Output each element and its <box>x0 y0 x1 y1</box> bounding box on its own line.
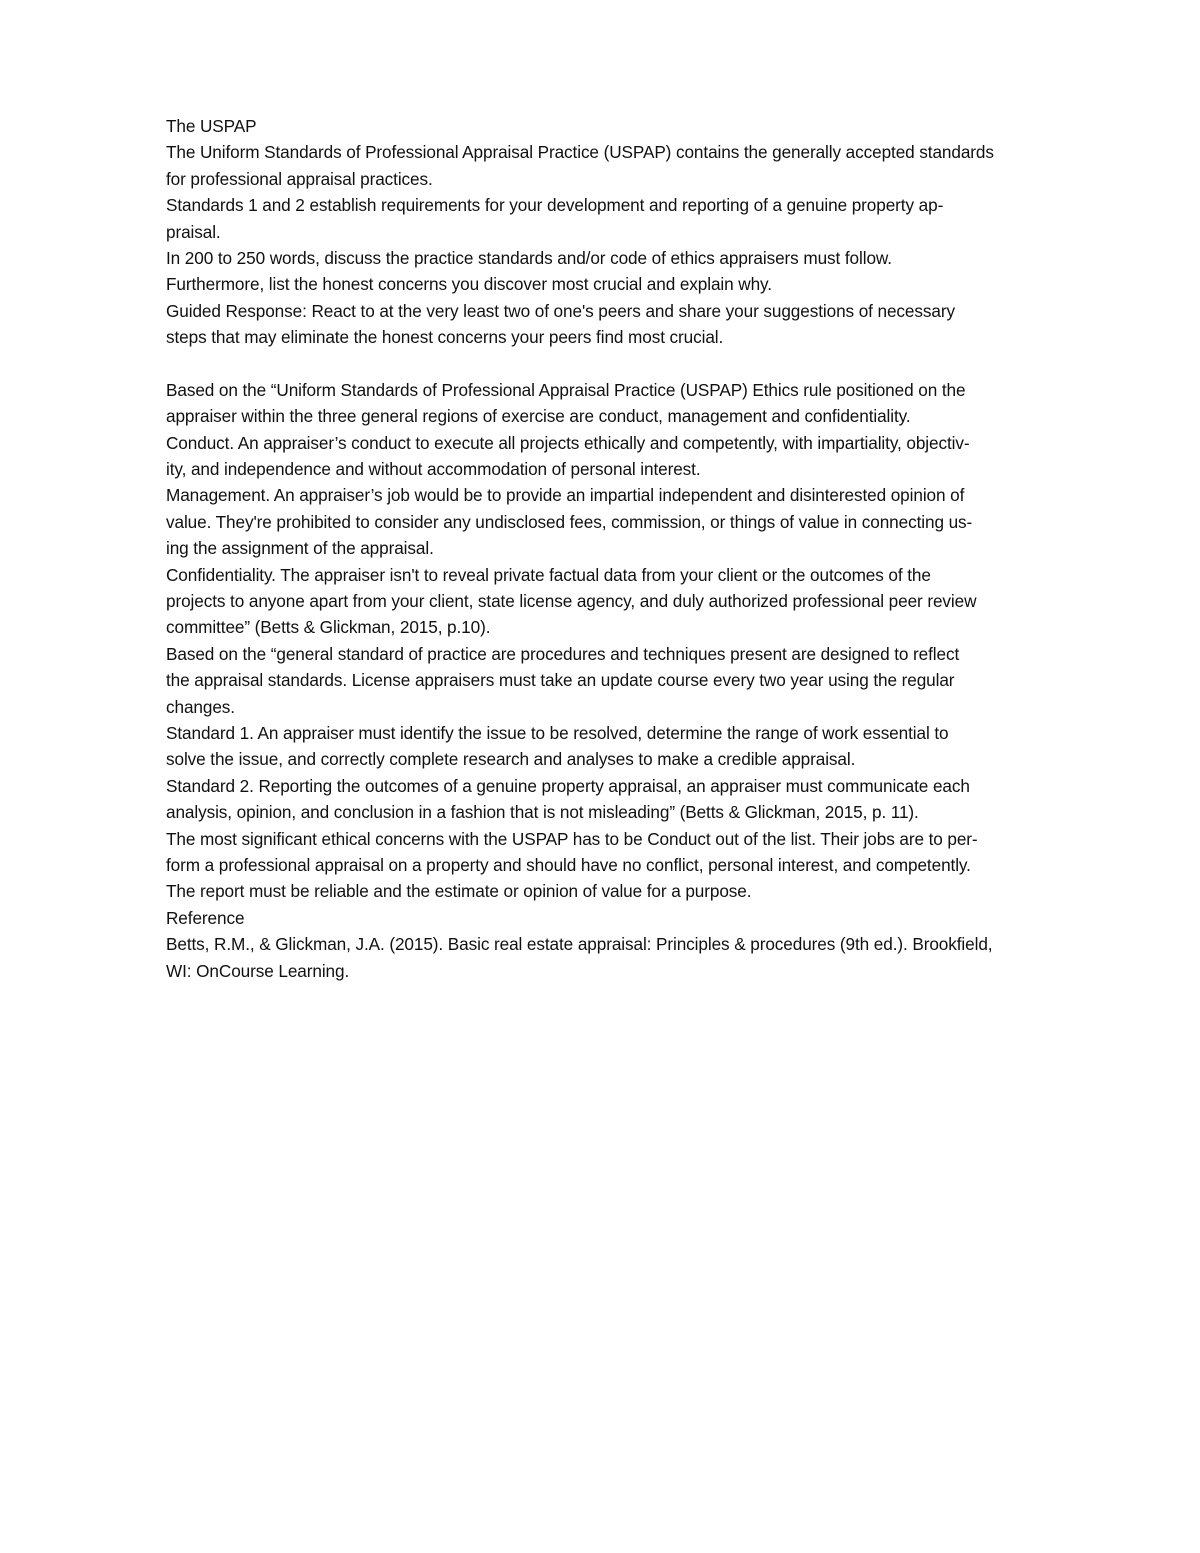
response-line: The report must be reliable and the estimate or opinion of value for a purpose. <box>166 881 752 902</box>
response-line: The most significant ethical concerns with the USPAP has to be Conduct out of the list. Their jobs are to per- <box>166 828 978 849</box>
response-line: Standard 1. An appraiser must identify the issue to be resolved, determine the range of work essential to <box>166 722 949 743</box>
prompt-line: Guided Response: React to at the very least two of one's peers and share your suggestions of necessary <box>166 300 955 321</box>
prompt-line: Furthermore, list the honest concerns you discover most crucial and explain why. <box>166 274 772 295</box>
response-line: Management. An appraiser’s job would be to provide an impartial independent and disinterested opinion of <box>166 485 965 506</box>
response-line: form a professional appraisal on a property and should have no conflict, personal interest, and competently. <box>166 854 971 875</box>
response-line: analysis, opinion, and conclusion in a fashion that is not misleading” (Betts & Glickman, 2015, p. 11). <box>166 802 919 823</box>
response-line: ity, and independence and without accommodation of personal interest. <box>166 459 701 480</box>
response-line: Standard 2. Reporting the outcomes of a genuine property appraisal, an appraiser must communicate each <box>166 775 970 796</box>
prompt-line: In 200 to 250 words, discuss the practice standards and/or code of ethics appraisers must follow. <box>166 247 892 268</box>
response-line: projects to anyone apart from your client, state license agency, and duly authorized professional peer review <box>166 591 977 612</box>
response-line: Conduct. An appraiser’s conduct to execute all projects ethically and competently, with impartiality, objectiv- <box>166 432 970 453</box>
response-line: the appraisal standards. License appraisers must take an update course every two year using the regular <box>166 670 955 691</box>
prompt-line: steps that may eliminate the honest concerns your peers find most crucial. <box>166 327 724 348</box>
response-line: solve the issue, and correctly complete research and analyses to make a credible appraisal. <box>166 749 856 770</box>
reference-heading: Reference <box>166 907 245 928</box>
prompt-line: Standards 1 and 2 establish requirements for your development and reporting of a genuine property ap- <box>166 195 944 216</box>
prompt-line: praisal. <box>166 221 221 242</box>
prompt-line: for professional appraisal practices. <box>166 168 433 189</box>
response-line: value. They're prohibited to consider any undisclosed fees, commission, or things of value in connecting us- <box>166 511 973 532</box>
prompt-line: The Uniform Standards of Professional Appraisal Practice (USPAP) contains the generally accepted standards <box>166 142 994 163</box>
response-line: appraiser within the three general regions of exercise are conduct, management and confidentiality. <box>166 406 911 427</box>
response-line: committee” (Betts & Glickman, 2015, p.10). <box>166 617 491 638</box>
response-line: Based on the “Uniform Standards of Professional Appraisal Practice (USPAP) Ethics rule positioned on the <box>166 379 966 400</box>
reference-line: WI: OnCourse Learning. <box>166 960 350 981</box>
prompt-title: The USPAP <box>166 116 257 136</box>
paragraph-spacer <box>166 351 1126 377</box>
response-line: Based on the “general standard of practice are procedures and techniques present are designed to reflect <box>166 643 960 664</box>
reference-line: Betts, R.M., & Glickman, J.A. (2015). Basic real estate appraisal: Principles & procedures (9th ed.). Brookfield, <box>166 934 993 955</box>
response-line: ing the assignment of the appraisal. <box>166 538 434 559</box>
response-line: Confidentiality. The appraiser isn't to reveal private factual data from your client or the outcomes of the <box>166 564 931 585</box>
document-body <box>166 113 1126 984</box>
response-line: changes. <box>166 696 235 717</box>
